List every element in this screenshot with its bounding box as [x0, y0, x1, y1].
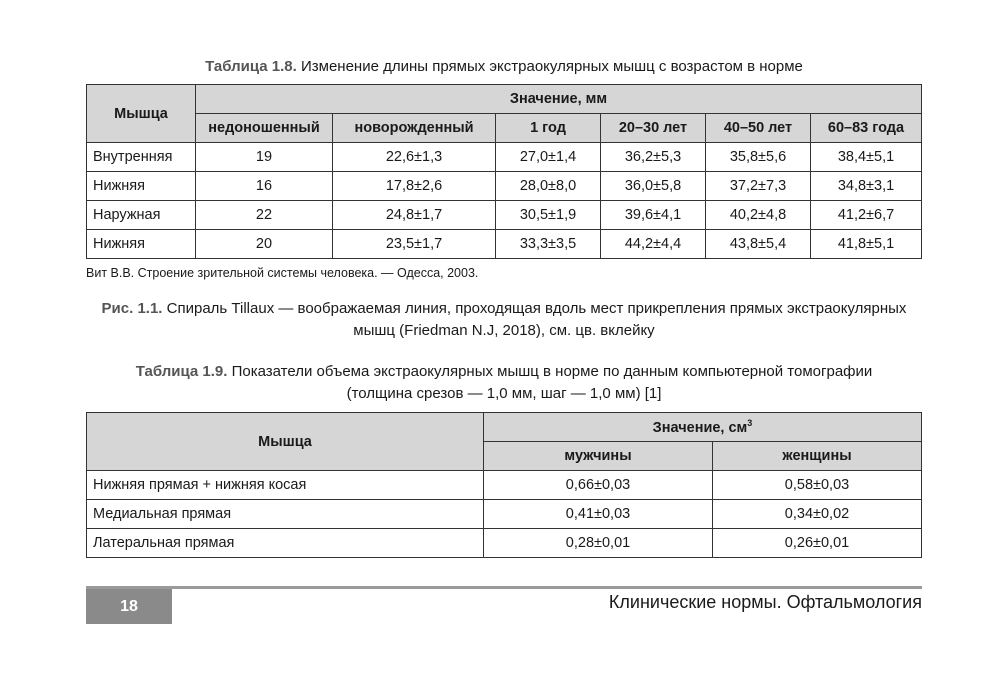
table2-caption-line2: (толщина срезов — 1,0 мм, шаг — 1,0 мм) [1] [346, 385, 662, 402]
table1-value-cell: 20 [196, 230, 333, 259]
table-row [87, 230, 922, 259]
table1-header-muscle: Мышца [87, 85, 196, 143]
table1-muscle-cell: Нижняя [87, 172, 196, 201]
table1 [86, 84, 922, 259]
table-row [87, 172, 922, 201]
table1-value-cell: 34,8±3,1 [811, 172, 922, 201]
table2-muscle-cell: Нижняя прямая + нижняя косая [87, 471, 484, 500]
table2-muscle-cell: Латеральная прямая [87, 529, 484, 558]
table1-value-cell: 24,8±1,7 [333, 201, 496, 230]
table1-value-cell: 40,2±4,8 [706, 201, 811, 230]
table1-header-value: Значение, мм [196, 85, 922, 114]
table1-value-cell: 16 [196, 172, 333, 201]
table-row [87, 143, 922, 172]
book-title: Клинические нормы. Офтальмология [608, 592, 922, 612]
table2-caption-label: Таблица 1.9. [135, 363, 228, 380]
table1-value-cell: 27,0±1,4 [496, 143, 601, 172]
figure-caption [86, 298, 922, 342]
table1-age-col: недоношенный [196, 114, 333, 143]
table1-muscle-cell: Наружная [87, 201, 196, 230]
table1-value-cell: 41,8±5,1 [811, 230, 922, 259]
table1-caption-text: Изменение длины прямых экстраокулярных мышц с возрастом в норме [296, 58, 803, 75]
table2-women-cell: 0,34±0,02 [713, 500, 922, 529]
table2-header-muscle: Мышца [87, 413, 484, 471]
table-row [87, 500, 922, 529]
table2-caption-line1: Показатели объема экстраокулярных мышц в норме по данным компьютерной томографии [227, 363, 873, 380]
table1-value-cell: 36,0±5,8 [601, 172, 706, 201]
table1-value-cell: 19 [196, 143, 333, 172]
table1-value-cell: 23,5±1,7 [333, 230, 496, 259]
table1-caption [86, 56, 922, 78]
table1-muscle-cell: Нижняя [87, 230, 196, 259]
table2-header-value-text: Значение, см [652, 419, 748, 436]
table2-header-value [484, 413, 922, 442]
table2-men-cell: 0,41±0,03 [484, 500, 713, 529]
table1-value-cell: 44,2±4,4 [601, 230, 706, 259]
table2-sub-men: мужчины [484, 442, 713, 471]
table2-muscle-cell: Медиальная прямая [87, 500, 484, 529]
table1-value-cell: 33,3±3,5 [496, 230, 601, 259]
table2-men-cell: 0,66±0,03 [484, 471, 713, 500]
table1-age-col: 60–83 года [811, 114, 922, 143]
table1-value-cell: 36,2±5,3 [601, 143, 706, 172]
table2-caption [86, 361, 922, 405]
table1-value-cell: 37,2±7,3 [706, 172, 811, 201]
table1-value-cell: 35,8±5,6 [706, 143, 811, 172]
table1-muscle-cell: Внутренняя [87, 143, 196, 172]
table1-value-cell: 30,5±1,9 [496, 201, 601, 230]
table1-source-note: Вит В.В. Строение зрительной системы человека. — Одесса, 2003. [86, 266, 479, 280]
table1-value-cell: 22 [196, 201, 333, 230]
table1-value-cell: 41,2±6,7 [811, 201, 922, 230]
table1-value-cell: 28,0±8,0 [496, 172, 601, 201]
table2-women-cell: 0,26±0,01 [713, 529, 922, 558]
figure-caption-line2: мышц (Friedman N.J, 2018), см. цв. вклейку [353, 322, 655, 339]
figure-caption-label: Рис. 1.1. [101, 300, 163, 317]
table1-age-col: 1 год [496, 114, 601, 143]
page-number: 18 [86, 589, 172, 624]
table2-header-value-sup: 3 [747, 418, 753, 429]
table2-women-cell: 0,58±0,03 [713, 471, 922, 500]
table2-men-cell: 0,28±0,01 [484, 529, 713, 558]
table2 [86, 412, 922, 558]
table1-age-col: 40–50 лет [706, 114, 811, 143]
table-row [87, 529, 922, 558]
table1-value-cell: 43,8±5,4 [706, 230, 811, 259]
footer-divider [86, 586, 922, 589]
figure-caption-line1: Спираль Tillaux — воображаемая линия, проходящая вдоль мест прикрепления прямых экстраокулярных [162, 300, 907, 317]
table-row [87, 201, 922, 230]
table1-value-cell: 39,6±4,1 [601, 201, 706, 230]
table1-caption-label: Таблица 1.8. [205, 58, 297, 75]
table1-age-col: новорожденный [333, 114, 496, 143]
table-row [87, 471, 922, 500]
table1-age-col: 20–30 лет [601, 114, 706, 143]
table1-value-cell: 22,6±1,3 [333, 143, 496, 172]
table1-value-cell: 17,8±2,6 [333, 172, 496, 201]
table1-value-cell: 38,4±5,1 [811, 143, 922, 172]
table2-sub-women: женщины [713, 442, 922, 471]
